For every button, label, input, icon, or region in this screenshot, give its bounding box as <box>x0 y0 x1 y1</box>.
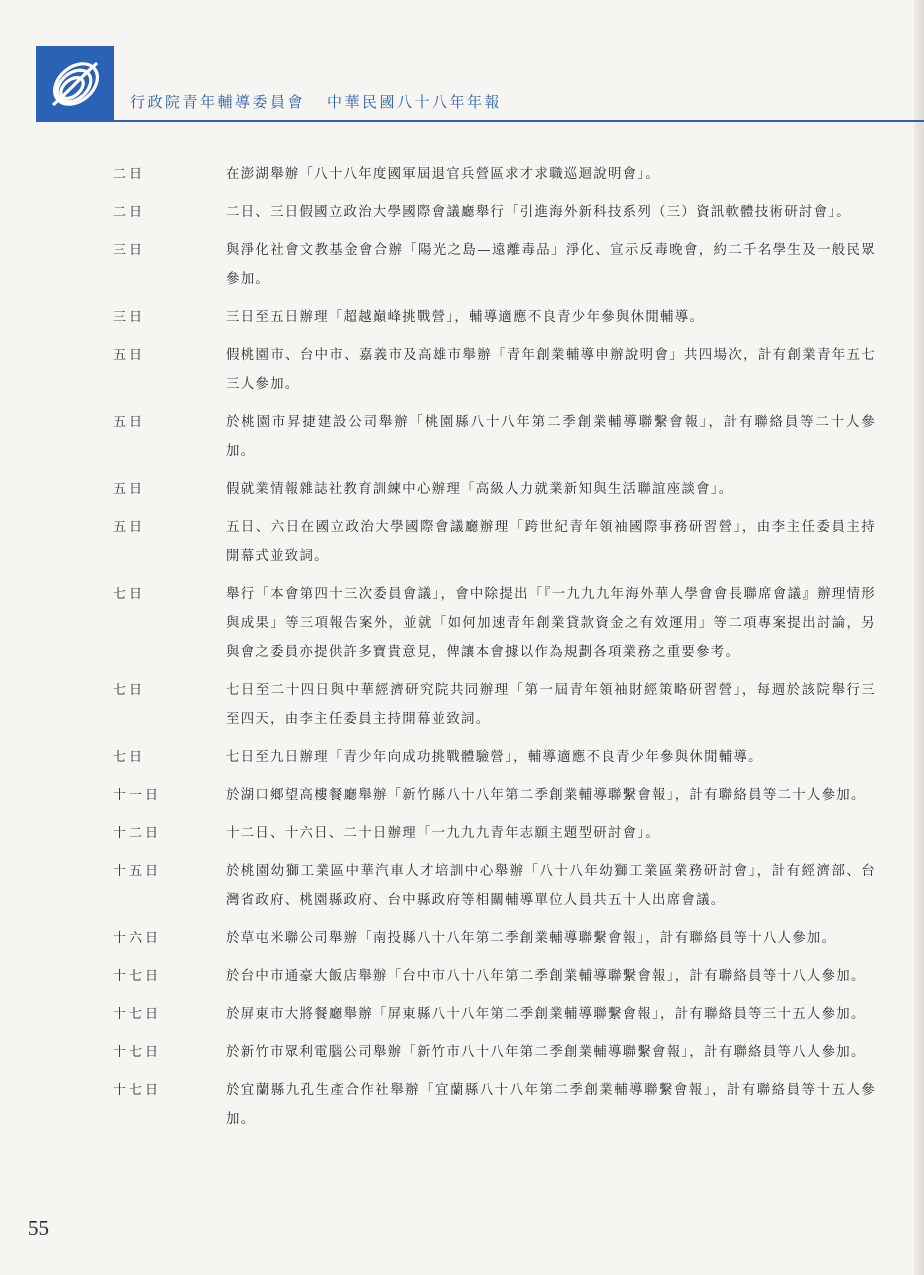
header-rule <box>114 120 924 122</box>
entry-text: 與淨化社會文教基金會合辦「陽光之島—遠離毒品」淨化、宣示反毒晚會，約二千名學生及一般民眾參加。 <box>226 243 876 287</box>
entry-text: 於宜蘭縣九孔生產合作社舉辦「宜蘭縣八十八年第二季創業輔導聯繫會報」，計有聯絡員等十五人參加。 <box>226 1083 876 1127</box>
entry-date: 十六日 <box>113 931 162 946</box>
entry-text: 於屏東市大將餐廳舉辦「屏東縣八十八年第二季創業輔導聯繫會報」，計有聯絡員等三十五人參加。 <box>226 1007 866 1022</box>
entry-text: 於新竹市眾利電腦公司舉辦「新竹市八十八年第二季創業輔導聯繫會報」，計有聯絡員等八人參加。 <box>226 1045 866 1060</box>
list-item <box>0 580 924 667</box>
list-item <box>0 819 924 848</box>
list-item <box>0 198 924 227</box>
entry-text: 七日至九日辦理「青少年向成功挑戰體驗營」，輔導適應不良青少年參與休閒輔導。 <box>226 750 763 765</box>
chronology-list <box>0 160 924 1143</box>
entry-date: 五日 <box>113 348 146 363</box>
list-item <box>0 160 924 189</box>
entry-date: 七日 <box>113 750 146 765</box>
entry-date: 十七日 <box>113 1045 162 1060</box>
entry-text: 於湖口鄉望高樓餐廳舉辦「新竹縣八十八年第二季創業輔導聯繫會報」，計有聯絡員等二十人參加。 <box>226 788 866 803</box>
list-item <box>0 1000 924 1029</box>
entry-date: 五日 <box>113 415 146 430</box>
entry-date: 十二日 <box>113 826 162 841</box>
list-item <box>0 676 924 734</box>
entry-text: 於桃園幼獅工業區中華汽車人才培訓中心舉辦「八十八年幼獅工業區業務研討會」，計有經濟部、台灣省政府、桃園縣政府、台中縣政府等相關輔導單位人員共五十人出席會議。 <box>226 864 876 908</box>
entry-date: 五日 <box>113 520 146 535</box>
list-item <box>0 1038 924 1067</box>
entry-date: 十七日 <box>113 1007 162 1022</box>
list-item <box>0 781 924 810</box>
list-item <box>0 1076 924 1134</box>
rings-logo-icon <box>36 46 114 122</box>
entry-text: 七日至二十四日與中華經濟研究院共同辦理「第一屆青年領袖財經策略研習營」，每週於該院舉行三至四天，由李主任委員主持開幕並致詞。 <box>226 683 876 727</box>
entry-date: 三日 <box>113 310 146 325</box>
entry-text: 假桃園市、台中市、嘉義市及高雄市舉辦「青年創業輔導申辦說明會」共四場次，計有創業青年五七三人參加。 <box>226 348 876 392</box>
entry-text: 於桃園市昇捷建設公司舉辦「桃園縣八十八年第二季創業輔導聯繫會報」，計有聯絡員等二十人參加。 <box>226 415 876 459</box>
entry-date: 十七日 <box>113 1083 162 1098</box>
entry-text: 於台中市通豪大飯店舉辦「台中市八十八年第二季創業輔導聯繫會報」，計有聯絡員等十八人參加。 <box>226 969 866 984</box>
entry-date: 十五日 <box>113 864 162 879</box>
entry-date: 三日 <box>113 243 146 258</box>
entry-date: 二日 <box>113 205 146 220</box>
list-item <box>0 924 924 953</box>
list-item <box>0 475 924 504</box>
entry-date: 二日 <box>113 167 146 182</box>
list-item <box>0 513 924 571</box>
entry-text: 五日、六日在國立政治大學國際會議廳辦理「跨世紀青年領袖國際事務研習營」，由李主任委員主持開幕式並致詞。 <box>226 520 876 564</box>
list-item <box>0 303 924 332</box>
header-org: 行政院青年輔導委員會 <box>130 93 306 111</box>
list-item <box>0 962 924 991</box>
entry-text: 假就業情報雜誌社教育訓練中心辦理「高級人力就業新知與生活聯誼座談會」。 <box>226 482 734 497</box>
entry-date: 十七日 <box>113 969 162 984</box>
entry-date: 五日 <box>113 482 146 497</box>
list-item <box>0 857 924 915</box>
entry-text: 於草屯米聯公司舉辦「南投縣八十八年第二季創業輔導聯繫會報」，計有聯絡員等十八人參加。 <box>226 931 837 946</box>
list-item <box>0 341 924 399</box>
page-number: 55 <box>28 1216 49 1240</box>
list-item <box>0 408 924 466</box>
entry-text: 二日、三日假國立政治大學國際會議廳舉行「引進海外新科技系列（三）資訊軟體技術研討會」。 <box>226 205 851 220</box>
entry-text: 三日至五日辦理「超越巔峰挑戰營」，輔導適應不良青少年參與休閒輔導。 <box>226 310 705 325</box>
list-item <box>0 236 924 294</box>
list-item <box>0 743 924 772</box>
entry-date: 七日 <box>113 587 146 602</box>
entry-text: 十二日、十六日、二十日辦理「一九九九青年志願主題型研討會」。 <box>226 826 661 841</box>
header-report: 中華民國八十八年年報 <box>327 93 503 111</box>
entry-text: 在澎湖舉辦「八十八年度國軍屆退官兵營區求才求職巡迴說明會」。 <box>226 167 661 182</box>
entry-date: 十一日 <box>113 788 162 803</box>
entry-text: 舉行「本會第四十三次委員會議」，會中除提出「『一九九九年海外華人學會會長聯席會議』辦理情形與成果」等三項報告案外，並就「如何加速青年創業貸款資金之有效運用」等二項專案提出討論，另與會之委員亦提供許多寶貴意見，俾讓本會據以作為規劃各項業務之重要參考。 <box>226 587 876 660</box>
header-title <box>130 91 502 112</box>
entry-date: 七日 <box>113 683 146 698</box>
